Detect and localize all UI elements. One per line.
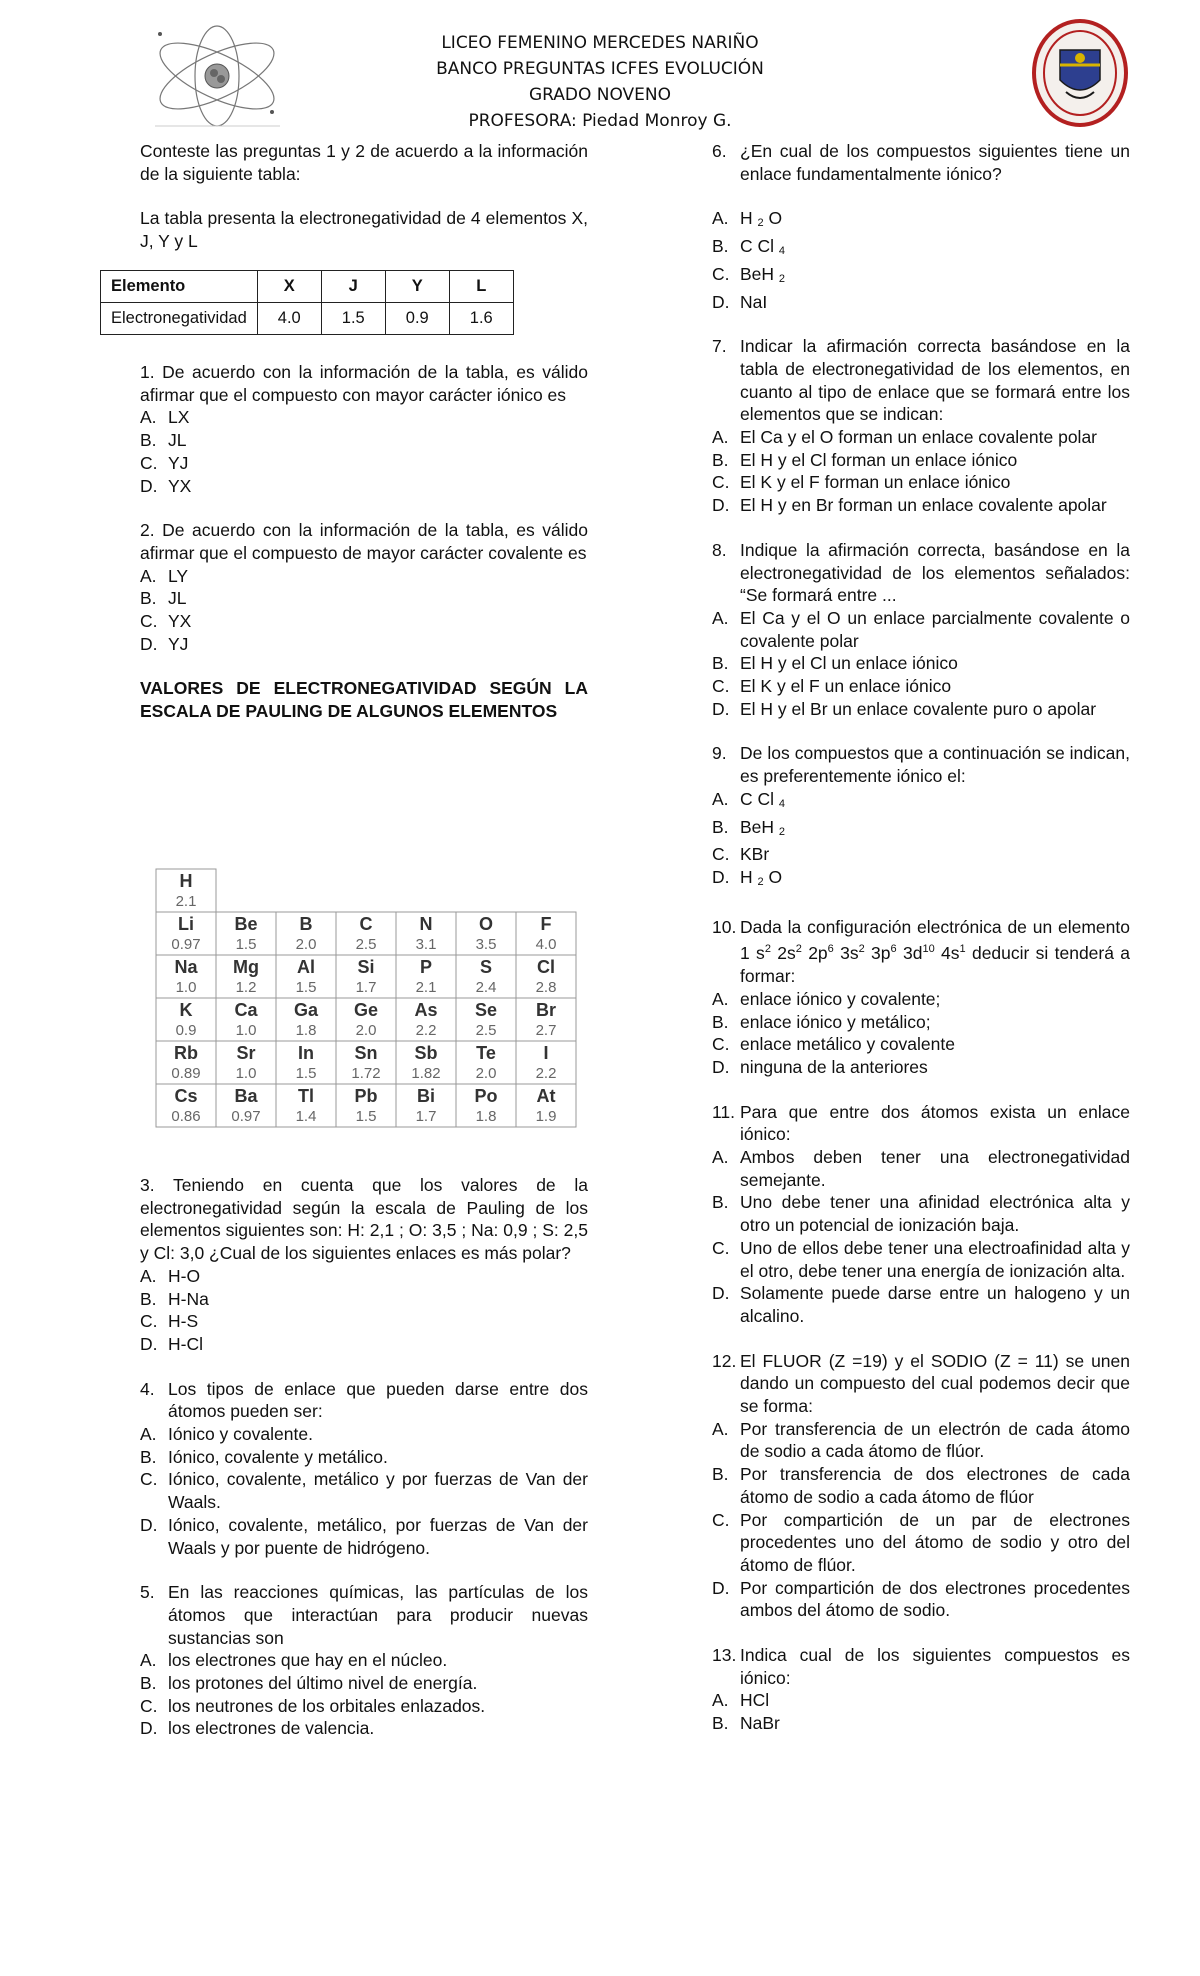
q6-option-a: A. H 2 O [712,208,783,230]
element-symbol: Mg [233,957,259,977]
element-symbol: Po [474,1086,498,1106]
pauling-electronegativity-table [155,868,577,1131]
q5-option-a: A. los electrones que hay en el núcleo. [140,1650,448,1671]
q12-option-d: D. Por compartición de dos electrones procedentes ambos del átomo de sodio. [712,1577,1130,1621]
table-cell: 4.0 [257,303,321,335]
q10-option-c: C. enlace metálico y covalente [712,1034,955,1055]
q13-option-a: A. HCl [712,1690,770,1711]
q8-option-a: A. El Ca y el O un enlace parcialmente covalente o covalente polar [712,607,1130,651]
element-electronegativity: 1.0 [235,1022,257,1039]
element-electronegativity: 2.1 [415,979,437,996]
q4-option-c: C. Iónico, covalente, metálico y por fuerzas de Van der Waals. [140,1469,588,1513]
element-symbol: Be [234,914,258,934]
q3-option-b: B. H-Na [140,1288,209,1309]
element-symbol: S [479,957,493,977]
q10-option-d: D. ninguna de la anteriores [712,1056,928,1077]
element-electronegativity: 2.7 [535,1022,557,1039]
q11-option-d: D. Solamente puede darse entre un halogeno y un alcalino. [712,1283,1130,1326]
document-title: BANCO PREGUNTAS ICFES EVOLUCIÓN [436,59,764,79]
element-symbol: Ca [234,1000,258,1020]
q10-option-b: B. enlace iónico y metálico; [712,1011,931,1032]
school-name: LICEO FEMENINO MERCEDES NARIÑO [441,33,759,53]
question-4: 4. Los tipos de enlace que pueden darse entre dos átomos pueden ser: [140,1378,588,1422]
question-12: 12. El FLUOR (Z =19) y el SODIO (Z = 11) se unen dando un compuesto del cual podemos decir que se forma: [712,1350,1130,1417]
q7-option-d: D. El H y en Br forman un enlace covalente apolar [712,495,1107,516]
q3-option-c: C. H-S [140,1311,199,1332]
table-header-cell: Elemento [101,271,258,303]
element-electronegativity: 3.5 [475,936,497,953]
q5-option-b: B. los protones del último nivel de energía. [140,1673,478,1694]
element-electronegativity: 1.5 [235,936,257,953]
table-cell: 1.6 [449,303,513,335]
element-electronegativity: 1.4 [295,1108,317,1125]
question-6: 6. ¿En cual de los compuestos siguientes tiene un enlace fundamentalmente iónico? [712,141,1130,184]
element-symbol: Cs [174,1086,198,1106]
table-header-cell: Y [385,271,449,303]
atom-logo [150,22,285,130]
q9-option-a: A. C Cl 4 [712,788,786,810]
element-symbol: At [536,1086,556,1106]
element-symbol: N [419,914,433,934]
question-3-text: 3. Teniendo en cuenta que los valores de la electronegatividad según la escala de Pauling de los elementos siguientes son: H: 2,1 ; O: 3,5 ; Na: 0,9 ; S: 2,5 y Cl: 3,0 ¿Cual de los siguientes enlaces es más polar? [140,1175,588,1264]
element-electronegativity: 1.2 [235,979,257,996]
table-header-cell: X [257,271,321,303]
question-2-text: 2. De acuerdo con la información de la tabla, es válido afirmar que el compuesto de mayor carácter covalente es [140,520,588,563]
element-electronegativity: 2.0 [355,1022,377,1039]
element-electronegativity: 1.5 [355,1108,377,1125]
element-electronegativity: 2.5 [475,1022,497,1039]
element-symbol: C [359,914,373,934]
element-symbol: Te [476,1043,496,1063]
q3-option-a: A. H-O [140,1265,201,1286]
question-7: 7. Indicar la afirmación correcta basándose en la tabla de electronegatividad de los elementos, en cuanto al tipo de enlace que se formará entre los elementos que se indican: [712,336,1130,425]
document-header [330,30,870,134]
right-column [712,140,1130,1735]
element-electronegativity: 2.1 [175,893,197,910]
element-symbol: Cl [537,957,555,977]
grade-label: GRADO NOVENO [528,85,672,105]
question-9: 9. De los compuestos que a continuación se indican, es preferentemente iónico el: [712,743,1130,787]
pauling-title: VALORES DE ELECTRONEGATIVIDAD SEGÚN LA ESCALA DE PAULING DE ALGUNOS ELEMENTOS [140,678,588,722]
q9-option-d: D. H 2 O [712,866,783,888]
element-symbol: Na [174,957,198,977]
element-electronegativity: 2.2 [535,1065,557,1082]
table-header-cell: L [449,271,513,303]
element-electronegativity: 1.7 [415,1108,437,1125]
element-symbol: H [179,871,193,891]
q7-option-b: B. El H y el Cl forman un enlace iónico [712,449,1018,470]
element-symbol: Sr [236,1043,256,1063]
q1-option-a: A. LX [140,407,190,428]
q4-option-d: D. Iónico, covalente, metálico, por fuerzas de Van der Waals y por puente de hidrógeno. [140,1514,588,1558]
q1-option-b: B. JL [140,430,187,451]
element-electronegativity: 1.5 [295,979,317,996]
element-electronegativity: 0.9 [175,1022,197,1039]
element-symbol: B [299,914,313,934]
element-symbol: Sb [414,1043,438,1063]
question-10: 10. Dada la configuración electrónica de un elemento 1 $s^2$ $2s^2$ $2p^6$ $3s^2$ $3p^6$ $3d^{10}$ $4s^1$ deducir si tenderá a formar: [712,916,1131,987]
element-symbol: F [540,914,552,934]
element-symbol: Li [178,914,194,934]
element-electronegativity: 0.86 [171,1108,201,1125]
question-1-text: 1. De acuerdo con la información de la tabla, es válido afirmar que el compuesto con mayor carácter iónico es [140,362,588,405]
q2-option-a: A. LY [140,565,189,586]
element-electronegativity: 1.9 [535,1108,557,1125]
element-symbol: K [179,1000,193,1020]
element-electronegativity: 0.97 [231,1108,261,1125]
element-symbol: Sn [354,1043,378,1063]
teacher-label: PROFESORA: Piedad Monroy G. [468,111,732,131]
q5-option-d: D. los electrones de valencia. [140,1718,375,1739]
table-row [101,303,514,335]
element-electronegativity: 2.0 [295,936,317,953]
element-symbol: I [543,1043,549,1063]
table-cell: 1.5 [321,303,385,335]
element-symbol: In [298,1043,314,1063]
q3-option-d: D. H-Cl [140,1333,203,1354]
element-electronegativity: 1.7 [355,979,377,996]
element-electronegativity: 2.5 [355,936,377,953]
intro-table-description: La tabla presenta la electronegatividad de 4 elementos X, J, Y y L [140,208,588,252]
element-symbol: Pb [354,1086,378,1106]
element-symbol: As [414,1000,438,1020]
question-5: 5. En las reacciones químicas, las partículas de los átomos que interactúan para producir nuevas sustancias son [140,1582,588,1648]
q5-option-c: C. los neutrones de los orbitales enlazados. [140,1695,486,1716]
element-electronegativity: 1.72 [351,1065,381,1082]
question-8: 8. Indique la afirmación correcta, basándose en la electronegatividad de los elementos señalados: “Se formará entre ... [712,539,1130,606]
element-symbol: Ge [353,1000,379,1020]
q7-option-c: C. El K y el F forman un enlace iónico [712,472,1011,493]
element-electronegativity: 4.0 [535,936,557,953]
element-symbol: P [419,957,433,977]
element-symbol: Tl [298,1086,314,1106]
q9-option-b: B. BeH 2 [712,816,786,838]
element-electronegativity: 1.5 [295,1065,317,1082]
q4-option-b: B. Iónico, covalente y metálico. [140,1446,388,1467]
left-column-q3-q5 [140,1174,588,1740]
element-symbol: Br [535,1000,557,1020]
element-electronegativity: 3.1 [415,936,437,953]
intro-instructions: Conteste las preguntas 1 y 2 de acuerdo a la información de la siguiente tabla: [140,141,588,184]
q2-option-c: C. YX [140,611,192,632]
element-electronegativity: 1.0 [175,979,197,996]
element-symbol: Rb [174,1043,198,1063]
q12-option-b: B. Por transferencia de dos electrones de cada átomo de sodio a cada átomo de flúor [712,1464,1130,1507]
table-cell: 0.9 [385,303,449,335]
element-symbol: Al [297,957,315,977]
table-cell: Electronegatividad [101,303,258,335]
left-column-q1-q2 [140,361,588,723]
question-13: 13. Indica cual de los siguientes compuestos es iónico: [712,1645,1130,1688]
element-electronegativity: 1.8 [475,1108,497,1125]
q1-option-c: C. YJ [140,452,189,473]
element-electronegativity: 2.4 [475,979,497,996]
q8-option-d: D. El H y el Br un enlace covalente puro o apolar [712,698,1097,719]
element-symbol: Si [357,957,375,977]
q10-option-a: A. enlace iónico y covalente; [712,988,941,1009]
element-electronegativity: 2.2 [415,1022,437,1039]
q8-option-c: C. El K y el F un enlace iónico [712,676,952,697]
q7-option-a: A. El Ca y el O forman un enlace covalente polar [712,427,1097,448]
element-symbol: Bi [417,1086,435,1106]
left-column-intro [140,140,588,253]
element-electronegativity: 2.0 [475,1065,497,1082]
q12-option-a: A. Por transferencia de un electrón de cada átomo de sodio a cada átomo de flúor. [712,1418,1130,1462]
element-electronegativity: 1.82 [411,1065,441,1082]
q12-option-c: C. Por compartición de un par de electrones procedentes uno del átomo de sodio y otro del átomo de flúor. [712,1509,1130,1575]
q6-option-c: C. BeH 2 [712,263,786,285]
element-electronegativity: 1.8 [295,1022,317,1039]
q9-option-c: C. KBr [712,844,770,865]
q6-option-d: D. NaI [712,291,768,312]
q11-option-b: B. Uno debe tener una afinidad electrónica alta y otro un potencial de ionización baja. [712,1192,1130,1236]
element-symbol: Ba [234,1086,258,1106]
q11-option-c: C. Uno de ellos debe tener una electroafinidad alta y el otro, debe tener una energía de ionización alta. [712,1237,1130,1281]
q1-option-d: D. YX [140,475,192,496]
q6-option-b: B. C Cl 4 [712,236,786,258]
element-electronegativity: 0.89 [171,1065,201,1082]
q8-option-b: B. El H y el Cl un enlace iónico [712,653,958,674]
element-electronegativity: 2.8 [535,979,557,996]
school-seal-logo [1030,18,1130,128]
q13-option-b: B. NaBr [712,1713,780,1734]
question-11: 11. Para que entre dos átomos exista un enlace iónico: [712,1101,1130,1145]
table-header-row [101,271,514,303]
q4-option-a: A. Iónico y covalente. [140,1424,313,1445]
electronegativity-table [100,270,514,335]
element-symbol: O [478,914,494,934]
q11-option-a: A. Ambos deben tener una electronegatividad semejante. [712,1147,1130,1190]
element-symbol: Se [474,1000,498,1020]
table-header-cell: J [321,271,385,303]
element-symbol: Ga [293,1000,319,1020]
q2-option-b: B. JL [140,588,187,609]
element-electronegativity: 1.0 [235,1065,257,1082]
element-electronegativity: 0.97 [171,936,201,953]
q2-option-d: D. YJ [140,633,189,654]
